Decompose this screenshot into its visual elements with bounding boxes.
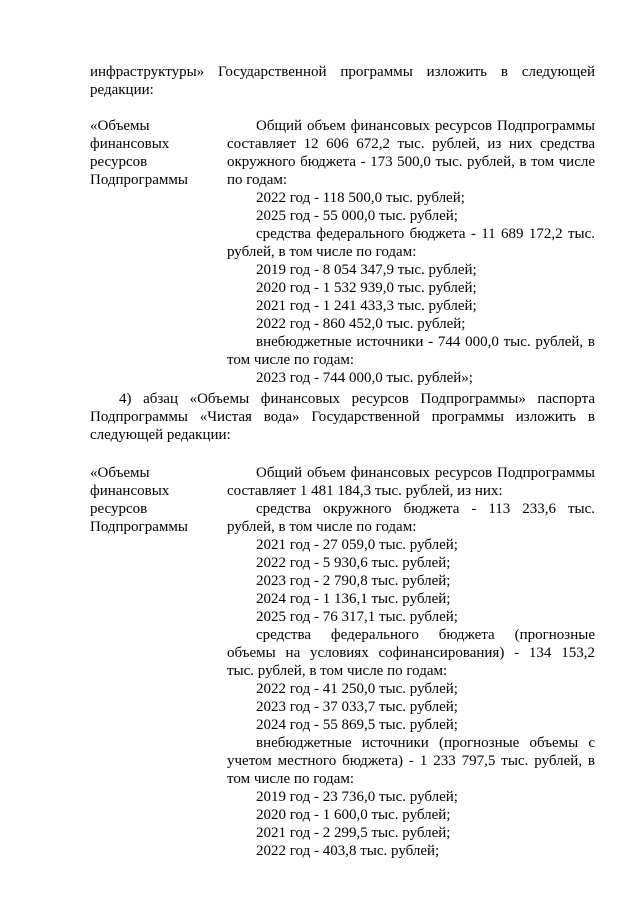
block-2-text-line: средства окружного бюджета - 113 233,6 тыс. <box>256 501 595 517</box>
block-1-label-line: финансовых <box>90 136 170 152</box>
block-1-text-line: 2022 год - 860 452,0 тыс. рублей; <box>256 316 466 332</box>
block-2-text-line: 2020 год - 1 600,0 тыс. рублей; <box>256 807 451 823</box>
block-1-label-line: ресурсов <box>90 154 148 170</box>
block-2-text-line: 2021 год - 27 059,0 тыс. рублей; <box>256 537 458 553</box>
intro-paragraph <box>90 63 595 99</box>
block-1-text-line: рублей, в том числе по годам: <box>227 244 417 260</box>
block-2-label-line: финансовых <box>90 483 170 499</box>
block-1-text-line: том числе по годам: <box>227 352 355 368</box>
block-1-text-line: 2023 год - 744 000,0 тыс. рублей»; <box>256 370 473 386</box>
block-2-text-line: учетом местного бюджета) - 1 233 797,5 тыс. рублей, в <box>227 753 595 769</box>
block-2-text-line: составляет 1 481 184,3 тыс. рублей, из них: <box>227 483 503 499</box>
block-1-text-line: по годам: <box>227 172 288 188</box>
block-1-text-line: средства федерального бюджета - 11 689 172,2 тыс. <box>256 226 595 242</box>
block-2-label-line: ресурсов <box>90 501 148 517</box>
block-2-text-line: 2021 год - 2 299,5 тыс. рублей; <box>256 825 451 841</box>
block-1-text-line: окружного бюджета - 173 500,0 тыс. рублей, в том числе <box>227 154 595 170</box>
block-1-text-line: внебюджетные источники - 744 000,0 тыс. рублей, в <box>256 334 595 350</box>
block-2-content <box>227 464 595 860</box>
block-1-text-line: Общий объем финансовых ресурсов Подпрограммы <box>256 118 595 134</box>
block-1-content <box>227 117 595 387</box>
block-2-text-line: 2023 год - 2 790,8 тыс. рублей; <box>256 573 451 589</box>
block-2-label <box>90 464 220 536</box>
block-2-text-line: 2025 год - 76 317,1 тыс. рублей; <box>256 609 458 625</box>
block-1-text-line: 2020 год - 1 532 939,0 тыс. рублей; <box>256 280 477 296</box>
block-2-text-line: 2022 год - 403,8 тыс. рублей; <box>256 843 440 859</box>
block-2-text-line: Общий объем финансовых ресурсов Подпрограммы <box>256 465 595 481</box>
block-2-text-line: 2024 год - 55 869,5 тыс. рублей; <box>256 717 458 733</box>
block-1-text-line: 2025 год - 55 000,0 тыс. рублей; <box>256 208 458 224</box>
item-4-paragraph <box>90 390 595 444</box>
block-2-text-line: 2023 год - 37 033,7 тыс. рублей; <box>256 699 458 715</box>
block-1-text-line: 2021 год - 1 241 433,3 тыс. рублей; <box>256 298 477 314</box>
item-4-line-1: 4) абзац «Объемы финансовых ресурсов Подпрограммы» паспорта <box>119 391 595 407</box>
block-1-text-line: составляет 12 606 672,2 тыс. рублей, из них средства <box>227 136 595 152</box>
block-2-text-line: 2022 год - 5 930,6 тыс. рублей; <box>256 555 451 571</box>
block-2-label-line: Подпрограммы <box>90 519 188 535</box>
block-2-text-line: объемы на условиях софинансирования) - 134 153,2 <box>227 645 595 661</box>
intro-line-2: редакции: <box>90 82 154 98</box>
block-2-text-line: том числе по годам: <box>227 771 355 787</box>
intro-line-1: инфраструктуры» Государственной программы изложить в следующей <box>90 64 595 80</box>
block-2-text-line: тыс. рублей, в том числе по годам: <box>227 663 448 679</box>
block-2-text-line: 2024 год - 1 136,1 тыс. рублей; <box>256 591 451 607</box>
block-2-text-line: 2022 год - 41 250,0 тыс. рублей; <box>256 681 458 697</box>
block-1-label-line: «Объемы <box>90 118 150 134</box>
block-1-label-line: Подпрограммы <box>90 172 188 188</box>
block-2-label-line: «Объемы <box>90 465 150 481</box>
block-1-text-line: 2022 год - 118 500,0 тыс. рублей; <box>256 190 465 206</box>
block-2-text-line: рублей, в том числе по годам: <box>227 519 417 535</box>
item-4-line-2: Подпрограммы «Чистая вода» Государственной программы изложить в <box>90 409 595 425</box>
block-1-label <box>90 117 220 189</box>
block-2-text-line: средства федерального бюджета (прогнозные <box>256 627 595 643</box>
block-2-text-line: 2019 год - 23 736,0 тыс. рублей; <box>256 789 458 805</box>
block-2-text-line: внебюджетные источники (прогнозные объемы с <box>256 735 595 751</box>
block-1-text-line: 2019 год - 8 054 347,9 тыс. рублей; <box>256 262 477 278</box>
item-4-line-3: следующей редакции: <box>90 427 231 443</box>
